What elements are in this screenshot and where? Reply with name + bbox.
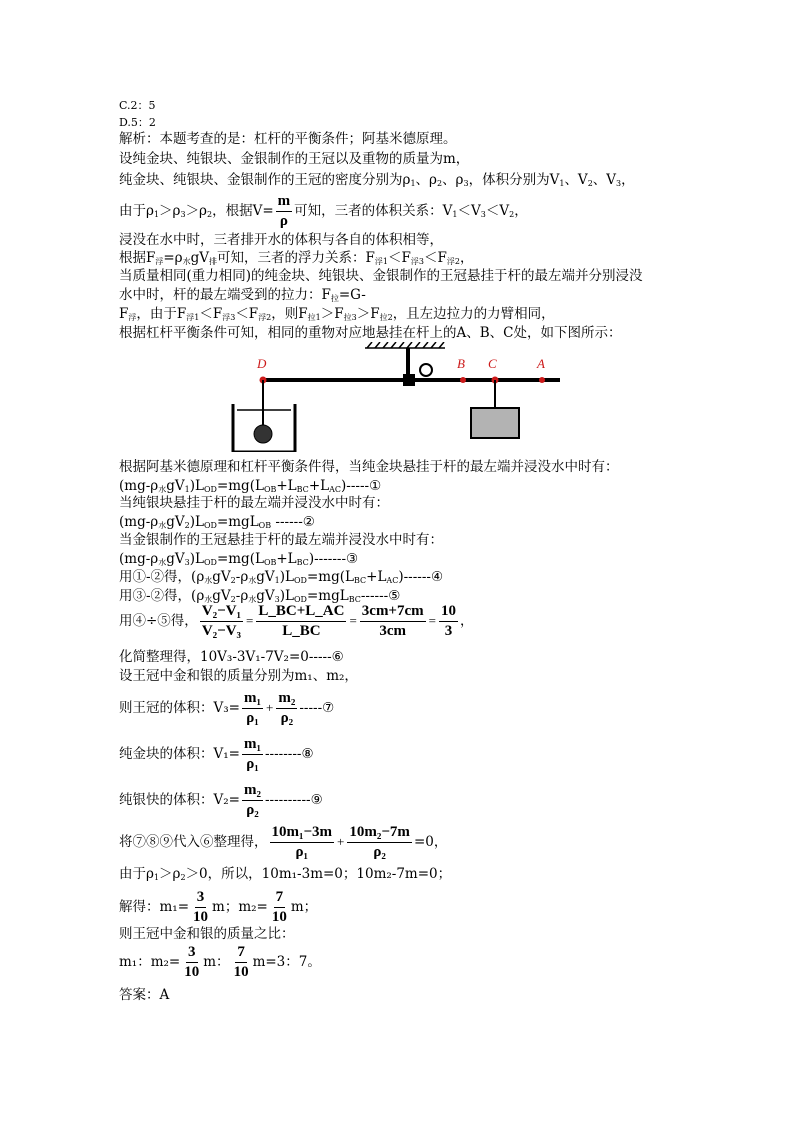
equation-1: $(mg-\rho_水gV_1)L_{OD}=mg(L_{OB}+L_{BC}+L_{AC})-----①$	[119, 478, 382, 494]
fraction: $\frac{7}{10}$	[271, 889, 287, 925]
answer: 答案：A	[119, 987, 170, 1003]
ratio-line: m₁：m₂= $\frac{3}{10}$ m： $\frac{7}{10}$ m=3：7。	[119, 944, 321, 980]
gold-volume: 纯金块的体积：V₁= $\frac{\text{m₁}}{\text{ρ₁}}$ --------⑧	[119, 736, 314, 772]
fraction: $\frac{\text{m₂}}{\text{ρ₂}}$	[278, 690, 296, 726]
label-d: D	[257, 356, 267, 371]
analysis-line: 当质量相同(重力相同)的纯金块、纯银块、金银制作的王冠悬挂于杆的最左端并分别浸没	[119, 268, 643, 284]
lever-diagram	[215, 342, 565, 452]
analysis-line: 解析：本题考查的是：杠杆的平衡条件；阿基米德原理。	[119, 131, 457, 147]
equation-4: 用①-②得，$(\rho_水gV_2-\rho_水gV_1)L_{OD}=mg(L_{BC}+L_{AC})------④$	[119, 569, 444, 585]
substitution-line: 将⑦⑧⑨代入⑥整理得， $\frac{\text{10m₁−3m}}{\text{ρ₁}}$ + $\frac{\text{10m₂−7m}}{\text{ρ₂}}$ =0，	[119, 824, 448, 860]
fraction: $\frac{\text{m₂}}{\text{ρ₂}}$	[243, 782, 261, 818]
ratio-intro: 则王冠中金和银的质量之比：	[119, 926, 295, 942]
silver-volume: 纯银快的体积：V₂= $\frac{\text{m₂}}{\text{ρ₂}}$ ----------⑨	[119, 782, 323, 818]
fraction: $\frac{3}{10}$	[184, 944, 200, 980]
option-c: C.2：5	[119, 99, 156, 112]
fraction: $\frac{L\_BC+L\_AC}{L\_BC}$	[258, 603, 345, 639]
mass-definition: 设王冠中金和银的质量分别为m₁、m₂，	[119, 668, 358, 684]
label-a: A	[537, 356, 545, 371]
fraction: $\frac{10}{3}$	[440, 603, 456, 639]
fraction: $\frac{3}{10}$	[193, 889, 209, 925]
density-condition: 由于$\rho_1>\rho_2>0$，所以，10m₁-3m=0；10m₂-7m=0；	[119, 866, 452, 882]
division-line: 用④÷⑤得， $\frac{\text{V₂−V₁}}{\text{V₂−V₃}}$ = $\frac{L\_BC+L\_AC}{L\_BC}$ = $\frac{3cm+7cm}{3cm}$ = $\frac{10}{3}$ ，	[119, 603, 474, 639]
weight-block	[471, 408, 519, 438]
fraction: $\frac{\text{m₁}}{\text{ρ₁}}$	[243, 690, 261, 726]
analysis-line: 浸没在水中时，三者排开水的体积与各自的体积相等，	[119, 232, 443, 248]
pivot-block	[403, 374, 415, 386]
density-volume-line: 纯金块、纯银块、金银制作的王冠的密度分别为$\rho_1$、$\rho_2$、$\rho_3$，体积分别为$V_1$、$V_2$、$V_3$，	[119, 172, 635, 188]
equation-3: $(mg-\rho_水gV_3)L_{OD}=mg(L_{OB}+L_{BC})-------③$	[119, 551, 359, 567]
fraction: $\frac{3cm+7cm}{3cm}$	[361, 603, 424, 639]
equation-6: 化简整理得，10V₃-3V₁-7V₂=0-----⑥	[119, 649, 344, 665]
equation-2: $(mg-\rho_水gV_2)L_{OD}=mgL_{OB}$ ------②	[119, 514, 315, 530]
pivot-o-mark	[420, 364, 432, 376]
equation-5: 用③-②得，$(\rho_水gV_2-\rho_水gV_3)L_{OD}=mgL_{BC}------⑤$	[119, 588, 401, 604]
fraction: $\frac{\text{10m₂−7m}}{\text{ρ₂}}$	[349, 824, 410, 860]
volume-relation-line: 由于$\rho_1>\rho_3>\rho_2$，根据V= $\frac{m}{\rho}$ 可知，三者的体积关系：$V_1<V_3<V_2$，	[119, 193, 528, 229]
force-relation-line: $F_浮$，由于$F_{浮1}<F_{浮3}<F_{浮2}$，则$F_{拉1}>F_{拉3}>F_{拉2}$，且左边拉力的力臂相同，	[119, 306, 555, 322]
analysis-line: 设纯金块、纯银块、金银制作的王冠以及重物的质量为m，	[119, 151, 470, 167]
buoyancy-line: 根据$F_浮=\rho_水gV_排$可知，三者的浮力关系：$F_{浮1}<F_{浮3}<F_{浮2}$，	[119, 250, 474, 266]
point-b	[460, 377, 466, 383]
equation-intro: 当纯银块悬挂于杆的最左端并浸没水中时有：	[119, 495, 389, 511]
fraction: $\frac{\text{V₂−V₁}}{\text{V₂−V₃}}$	[201, 603, 242, 639]
label-b: B	[457, 356, 465, 371]
fraction: $\frac{7}{10}$	[233, 944, 249, 980]
pull-force-line: 水中时，杆的最左端受到的拉力：$F_拉=G-$	[119, 287, 366, 303]
option-d: D.5：2	[119, 116, 156, 129]
label-c: C	[488, 356, 497, 371]
fraction: $\frac{\text{m₁}}{\text{ρ₁}}$	[243, 736, 261, 772]
pivot-label: O	[423, 369, 429, 375]
crown-volume: 则王冠的体积：V₃= $\frac{\text{m₁}}{\text{ρ₁}}$ + $\frac{\text{m₂}}{\text{ρ₂}}$ -----⑦	[119, 690, 335, 726]
fraction: $\frac{\text{10m₁−3m}}{\text{ρ₁}}$	[271, 824, 333, 860]
point-a	[539, 377, 545, 383]
fraction: $\frac{m}{\rho}$	[277, 193, 291, 229]
equation-intro: 根据阿基米德原理和杠杆平衡条件得，当纯金块悬挂于杆的最左端并浸没水中时有：	[119, 459, 619, 475]
equation-intro: 当金银制作的王冠悬挂于杆的最左端并浸没水中时有：	[119, 532, 443, 548]
solution-line: 解得：m₁= $\frac{3}{10}$ m；m₂= $\frac{7}{10}$ m；	[119, 889, 318, 925]
analysis-line: 根据杠杆平衡条件可知，相同的重物对应地悬挂在杆上的A、B、C处，如下图所示：	[119, 325, 622, 341]
submerged-ball	[254, 425, 272, 443]
ceiling-support	[365, 342, 445, 378]
